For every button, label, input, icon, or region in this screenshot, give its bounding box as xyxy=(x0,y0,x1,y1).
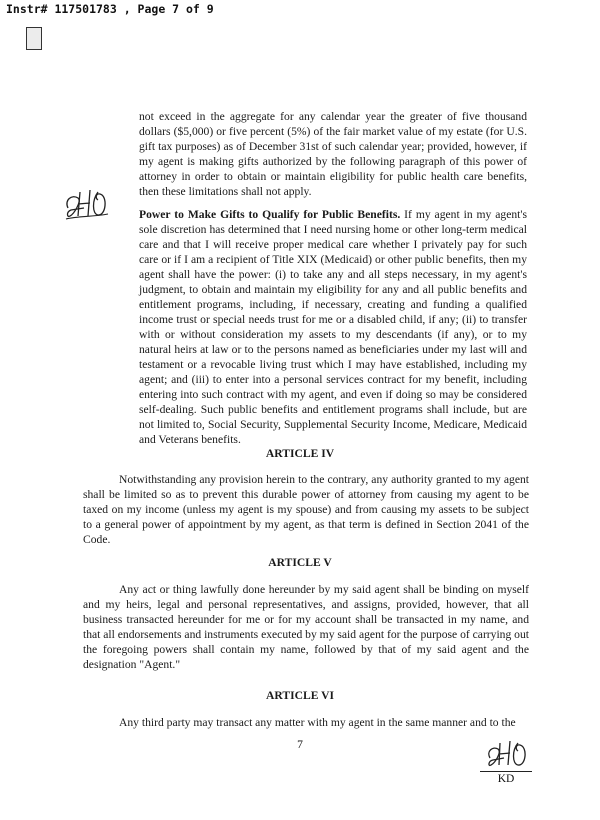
public-benefits-title: Power to Make Gifts to Qualify for Public Benefits. xyxy=(139,208,401,221)
article-iv-paragraph xyxy=(83,472,529,547)
article-iv-text: Notwithstanding any provision herein to the contrary, any authority granted to my agent shall be limited so as to prevent this durable power of attorney from causing my agent to be taxed on my income (unless my agent is my spouse) and from causing my assets to be subject to a general power of appointment by my agent, as that term is defined in Section 2041 of the Code. xyxy=(83,473,529,546)
article-v-text: Any act or thing lawfully done hereunder by my said agent shall be binding on myself and my heirs, legal and personal representatives, and assigns, provided, however, that all business transacted hereunder for me or for my account shall be transacted in my name, and that all endorsements and instruments executed by my said agent for the purpose of carrying out the foregoing powers shall contain my name, followed by that of my said agent and the designation "Agent." xyxy=(83,583,529,671)
article-vi-text: Any third party may transact any matter with my agent in the same manner and to the xyxy=(119,716,516,729)
article-v-heading: ARTICLE V xyxy=(268,556,332,569)
public-benefits-paragraph xyxy=(139,207,527,447)
stamp-box xyxy=(26,27,42,50)
continuation-text: not exceed in the aggregate for any calendar year the greater of five thousand dollars ($5,000) or five percent (5%) of the fair market value of my estate (for U.S. gift tax purposes) as of December 31st of such calendar year; provided, however, if my agent is making gifts authorized by the following paragraph of this power of attorney in order to obtain or maintain eligibility for public health care benefits, then these limitations shall not apply. xyxy=(139,110,527,198)
initials-label: KD xyxy=(497,773,515,785)
initials-signature-right xyxy=(484,738,532,770)
continuation-paragraph xyxy=(139,109,527,199)
public-benefits-body: If my agent in my agent's sole discretion has determined that I need nursing home or other long-term medical care and that I will receive proper medical care whether I privately pay for such care or if I am a recipient of Title XIX (Medicaid) or other public benefits, then my agent shall have the power: (i) to take any and all steps necessary, in my agent's judgment, to obtain and maintain my eligibility for any and all public benefits and entitlement programs, including, if necessary, creating and funding a qualified income trust or special needs trust for me or a disabled child, if any; (ii) to transfer with or without consideration my assets to my descendants (if any), or to my natural heirs at law or to the persons named as beneficiaries under my last will and testament or a revocable living trust which I may have established, including my agent; and (iii) to enter into a personal services contract for my benefit, including entering into such contract with my agent, and even if doing so may be considered self-dealing. Such public benefits and entitlement programs shall include, but are not limited to, Social Security, Supplemental Security Income, Medicare, Medicaid and Veterans benefits. xyxy=(139,208,527,446)
article-v-paragraph xyxy=(83,582,529,672)
article-iv-heading: ARTICLE IV xyxy=(265,447,335,460)
article-vi-heading: ARTICLE VI xyxy=(266,689,334,702)
instrument-stamp: Instr# 117501783 , Page 7 of 9 xyxy=(6,2,214,16)
initials-line xyxy=(480,771,532,772)
article-vi-paragraph xyxy=(83,715,529,730)
initials-signature-left xyxy=(62,186,112,222)
page-number: 7 xyxy=(297,738,303,751)
